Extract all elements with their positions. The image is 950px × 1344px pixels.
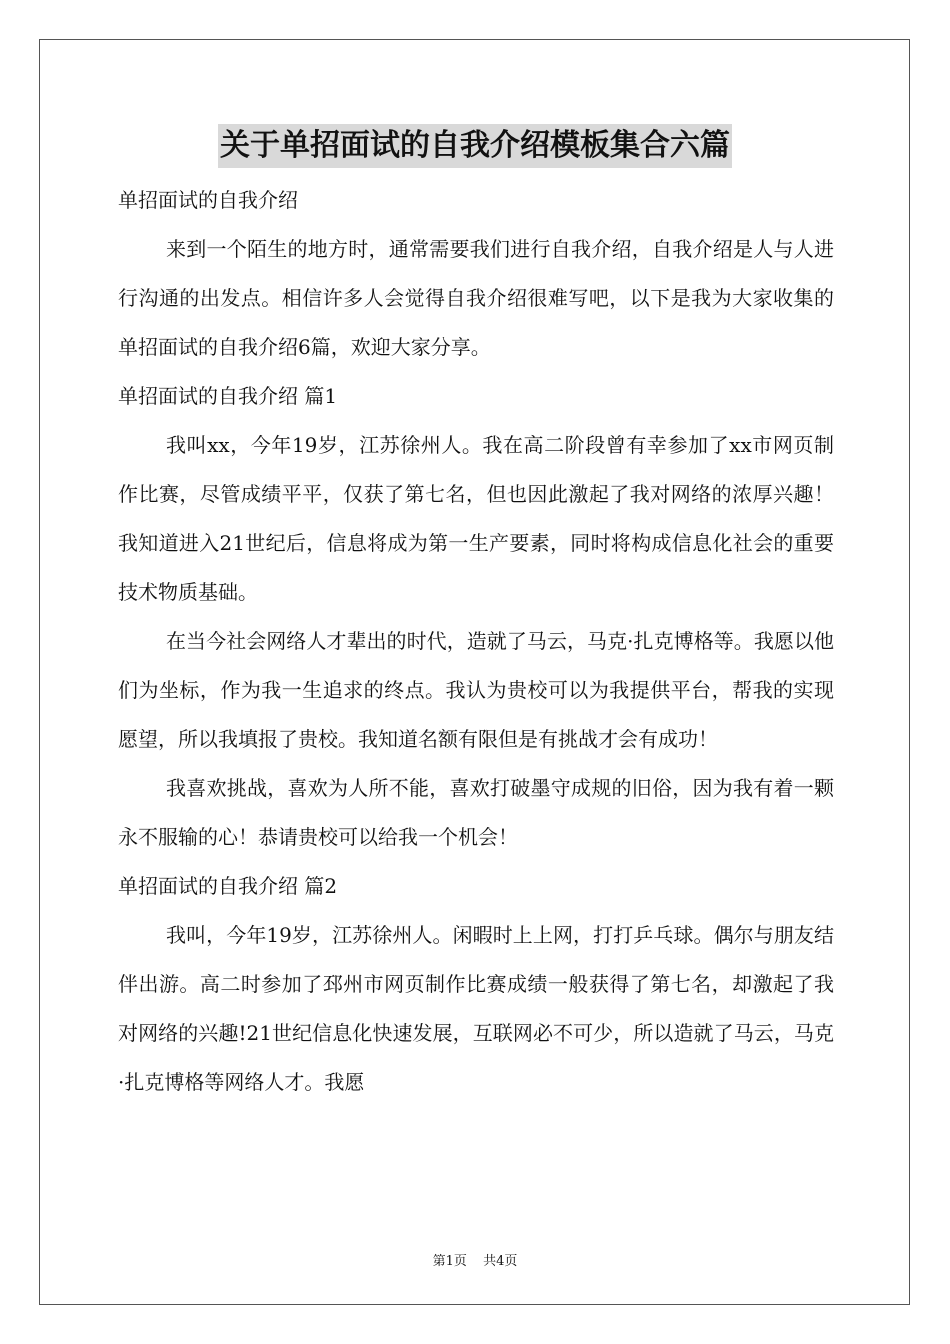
page-number: 第1页 xyxy=(432,1254,467,1269)
title-wrap xyxy=(0,124,950,168)
page-total: 共4页 xyxy=(483,1254,518,1269)
paragraph: 来到一个陌生的地方时，通常需要我们进行自我介绍，自我介绍是人与人进行沟通的出发点。相信许多人会觉得自我介绍很难写吧，以下是我为大家收集的单招面试的自我介绍6篇，欢迎大家分享。 xyxy=(118,237,834,359)
paragraph: 我叫，今年19岁，江苏徐州人。闲暇时上上网，打打乒乓球。偶尔与朋友结伴出游。高二时参加了邳州市网页制作比赛成绩一般获得了第七名，却激起了我对网络的兴趣!21世纪信息化快速发展，互联网必不可少，所以造就了马云，马克·扎克博格等网络人才。我愿 xyxy=(118,923,834,1094)
document-title: 关于单招面试的自我介绍模板集合六篇 xyxy=(218,124,732,168)
section-heading: 单招面试的自我介绍 篇1 xyxy=(118,384,338,408)
section-heading: 单招面试的自我介绍 篇2 xyxy=(118,874,338,898)
paragraph: 我喜欢挑战，喜欢为人所不能，喜欢打破墨守成规的旧俗，因为我有着一颗永不服输的心！恭请贵校可以给我一个机会！ xyxy=(118,776,834,849)
document-body xyxy=(118,176,834,1107)
page-footer xyxy=(0,1250,950,1269)
paragraph: 在当今社会网络人才辈出的时代，造就了马云，马克·扎克博格等。我愿以他们为坐标，作为我一生追求的终点。我认为贵校可以为我提供平台，帮我的实现愿望，所以我填报了贵校。我知道名额有限但是有挑战才会有成功！ xyxy=(118,629,834,751)
section-heading: 单招面试的自我介绍 xyxy=(118,188,298,212)
paragraph: 我叫xx，今年19岁，江苏徐州人。我在高二阶段曾有幸参加了xx市网页制作比赛，尽管成绩平平，仅获了第七名，但也因此激起了我对网络的浓厚兴趣！我知道进入21世纪后，信息将成为第一生产要素，同时将构成信息化社会的重要技术物质基础。 xyxy=(118,433,834,604)
